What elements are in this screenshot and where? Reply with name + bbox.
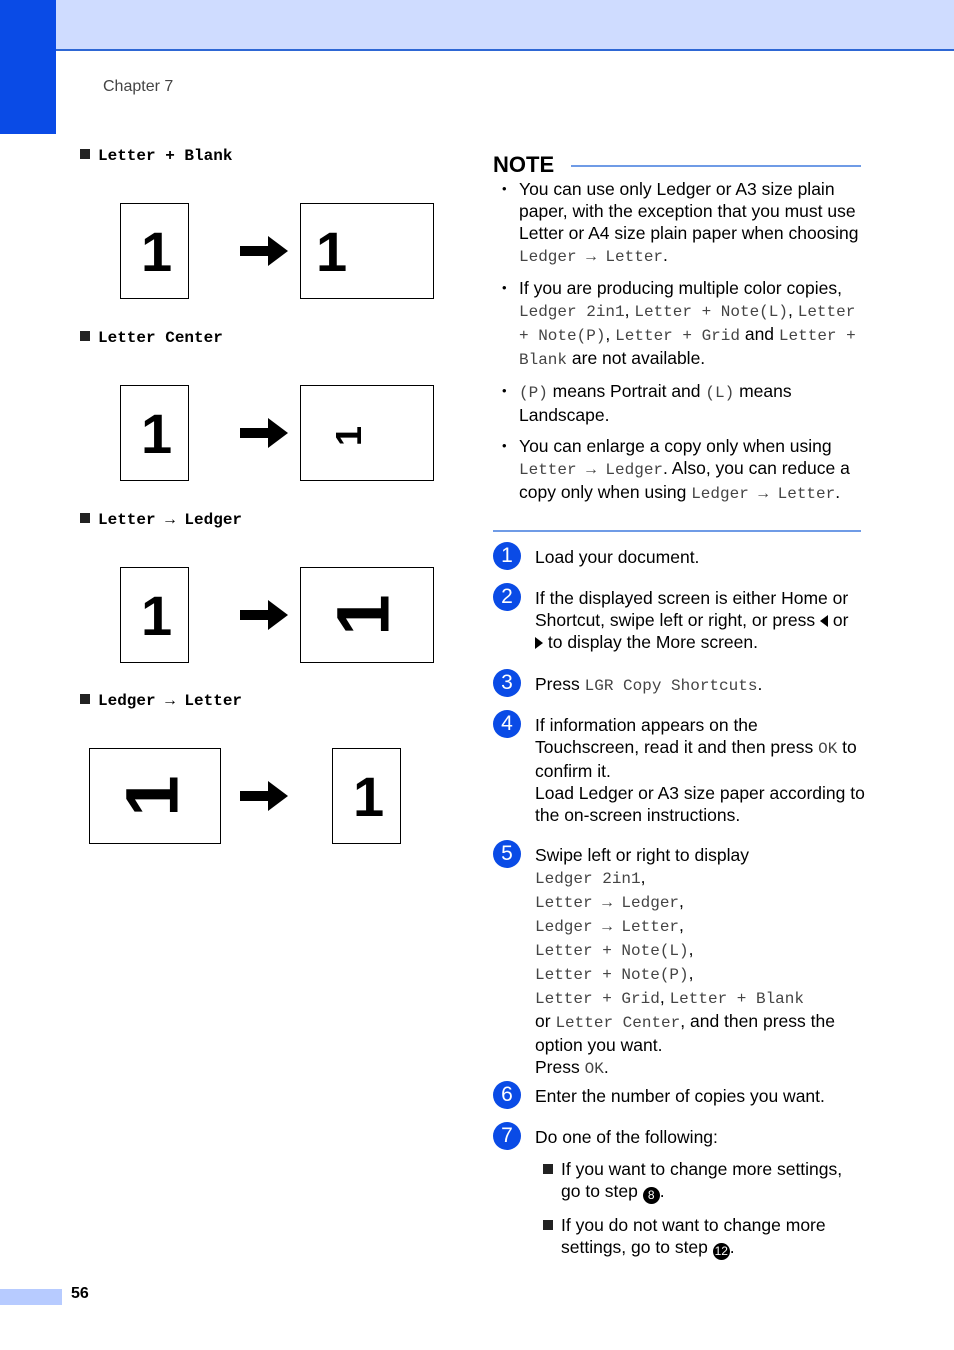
- source-page-portrait: [120, 567, 189, 663]
- note-title: NOTE: [493, 152, 555, 177]
- sub-option: If you do not want to change more settings, go to step 12 .: [535, 1214, 865, 1260]
- note-list: [500, 178, 865, 514]
- result-page-landscape: [300, 203, 434, 299]
- step-7: 7 Do one of the following: If you want to change more settings, go to step 8 . If you do not want to change more settings, go to step 12 .: [493, 1122, 865, 1260]
- result-page-landscape: [300, 385, 434, 481]
- source-page-portrait: [120, 203, 189, 299]
- page-digit-rotated: 1: [321, 594, 405, 636]
- note-item: • (P) means Portrait and (L) means Landscape.: [500, 380, 865, 426]
- source-page-portrait: [120, 385, 189, 481]
- right-arrow-icon: [240, 236, 288, 266]
- step-number-badge: 6: [493, 1081, 521, 1109]
- page-digit: 1: [141, 220, 173, 283]
- bullet-square-icon: [80, 149, 90, 159]
- step-3: 3 Press LGR Copy Shortcuts.: [493, 669, 865, 697]
- layout-label-letter-ledger: Letter → Ledger: [80, 511, 242, 529]
- bullet-square-icon: [80, 331, 90, 341]
- page-digit: 1: [141, 402, 173, 465]
- note-item: • If you are producing multiple color copies, Ledger 2in1, Letter + Note(L), Letter + Note(P), Letter + Grid and Letter + Blank are not available.: [500, 277, 865, 371]
- page-digit-rotated: 1: [328, 425, 370, 447]
- note-bottom-rule: [493, 530, 861, 532]
- layout-label-letter-blank: Letter + Blank: [80, 147, 232, 165]
- bullet-square-icon: [80, 694, 90, 704]
- left-triangle-icon: [820, 615, 828, 627]
- bullet-square-icon: [543, 1164, 553, 1174]
- page-digit-rotated: 1: [110, 775, 194, 817]
- footer-tab-marker: [0, 1289, 62, 1305]
- note-item: • You can enlarge a copy only when using Letter → Ledger. Also, you can reduce a copy only when using Ledger → Letter.: [500, 435, 865, 505]
- step-4: 4 If information appears on the Touchscreen, read it and then press OK to confirm it. Load Ledger or A3 size paper according to the on-screen instructions.: [493, 710, 865, 826]
- step-number-badge: 5: [493, 840, 521, 868]
- step-number-badge: 7: [493, 1122, 521, 1150]
- step-number-badge: 2: [493, 583, 521, 611]
- step-number-badge: 4: [493, 710, 521, 738]
- page-digit: 1: [316, 220, 348, 283]
- sub-option: If you want to change more settings, go to step 8 .: [535, 1158, 865, 1204]
- note-item: • You can use only Ledger or A3 size plain paper, with the exception that you must use Letter or A4 size plain paper when choosing Ledger → Letter.: [500, 178, 865, 268]
- source-page-landscape: [89, 748, 221, 844]
- result-page-portrait: [332, 748, 401, 844]
- right-arrow-icon: [240, 781, 288, 811]
- header-band: [0, 0, 954, 51]
- page-number: 56: [71, 1285, 89, 1302]
- page-digit: 1: [353, 765, 385, 828]
- step-6: 6 Enter the number of copies you want.: [493, 1081, 865, 1107]
- note-top-rule: [571, 165, 861, 167]
- bullet-square-icon: [80, 513, 90, 523]
- step-5: 5 Swipe left or right to display Ledger 2in1, Letter → Ledger, Ledger → Letter, Letter + Note(L), Letter + Note(P), Letter + Grid, Letter + Blank or Letter Center, and then press the option you want. Press OK.: [493, 840, 865, 1080]
- right-arrow-icon: [240, 600, 288, 630]
- right-triangle-icon: [535, 637, 543, 649]
- step-number-badge: 1: [493, 542, 521, 570]
- right-arrow-icon: [240, 418, 288, 448]
- layout-label-letter-center: Letter Center: [80, 329, 223, 347]
- step-number-badge: 3: [493, 669, 521, 697]
- step-ref-badge: 8: [643, 1187, 660, 1204]
- bullet-square-icon: [543, 1220, 553, 1230]
- step-2: 2 If the displayed screen is either Home or Shortcut, swipe left or right, or press or to display the More screen.: [493, 583, 865, 653]
- chapter-tab-marker: [0, 0, 56, 134]
- layout-label-ledger-letter: Ledger → Letter: [80, 692, 242, 710]
- step-ref-badge: 12: [714, 1244, 728, 1258]
- result-page-landscape: [300, 567, 434, 663]
- chapter-label: Chapter 7: [103, 78, 174, 95]
- page-digit: 1: [141, 584, 173, 647]
- step-1: 1 Load your document.: [493, 542, 865, 568]
